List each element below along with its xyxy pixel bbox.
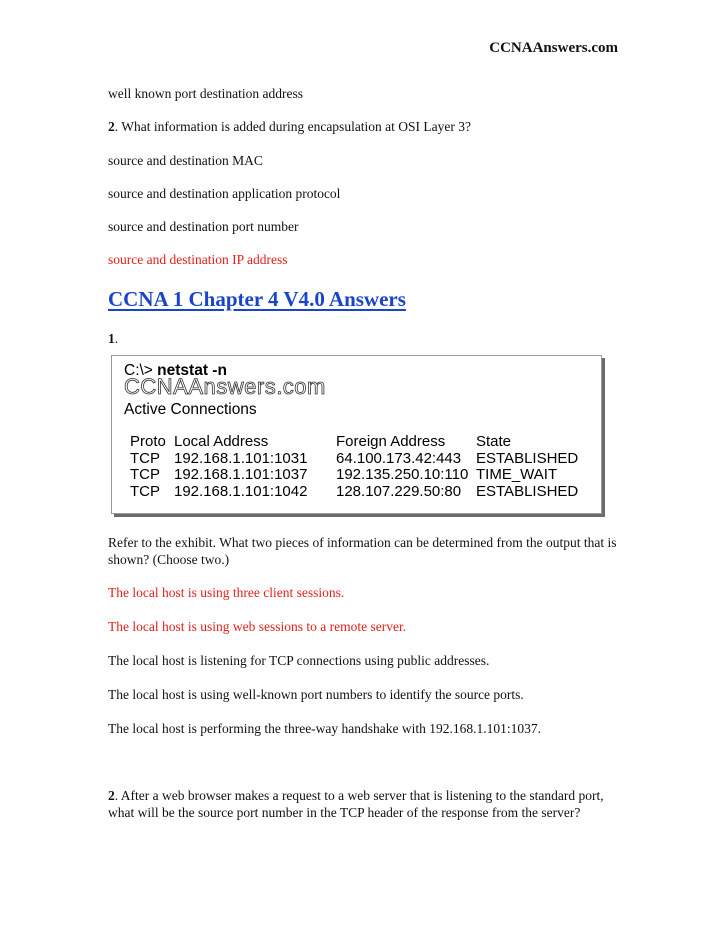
question-1-number [108,331,118,347]
option: The local host is listening for TCP connections using public addresses. [108,653,490,668]
prev-answer-tail: well known port destination address [108,86,303,101]
col-header-foreign: Foreign Address [336,433,446,450]
cell-proto: TCP [130,482,160,500]
exhibit-title: Active Connections [124,401,257,418]
cell-state: TIME_WAIT [476,466,558,483]
option-correct: The local host is using web sessions to a remote server. [108,619,407,634]
cell-foreign: 128.107.229.50:80 [336,482,462,500]
option: The local host is performing the three-way handshake with 192.168.1.101:1037. [108,721,542,736]
cell-foreign: 64.100.173.42:443 [336,449,462,467]
cell-proto: TCP [130,466,160,483]
question-number: 2 [108,119,115,134]
site-name: CCNAAnswers.com [489,40,618,56]
option: source and destination application protocol [108,186,341,201]
table-row [130,484,582,501]
cell-local: 192.168.1.101:1042 [174,482,308,500]
cell-foreign: 192.135.250.10:110 [336,466,469,483]
col-header-state: State [476,433,512,450]
question-2-prev [108,119,471,135]
option-correct: source and destination IP address [108,252,288,267]
exhibit-command: netstat -n [157,362,227,379]
exhibit-watermark: CCNAAnswers.com [124,374,326,399]
cell-state: ESTABLISHED [476,482,579,500]
table-row [130,451,582,468]
cell-state: ESTABLISHED [476,449,579,467]
question-text: . What information is added during encapsulation at OSI Layer 3? [114,119,472,134]
table-header-row [130,434,582,451]
netstat-exhibit [111,355,602,514]
question-suffix: . [114,331,119,346]
option: The local host is using well-known port numbers to identify the source ports. [108,687,524,702]
question-2 [108,787,628,821]
option: source and destination MAC [108,153,263,168]
cell-local: 192.168.1.101:1037 [174,466,308,483]
option-correct: The local host is using three client sessions. [108,585,345,600]
table-row [130,467,582,484]
col-header-proto: Proto [130,433,166,450]
col-header-local: Local Address [174,433,269,450]
question-number: 1 [108,331,115,346]
section-title[interactable]: CCNA 1 Chapter 4 V4.0 Answers [108,287,406,311]
cell-proto: TCP [130,449,160,467]
option: source and destination port number [108,219,299,234]
connections-table [130,434,582,500]
question-text: . After a web browser makes a request to a web server that is listening to the standard port, what will be the source port number in the TCP header of the response from the server? [108,788,604,820]
cell-local: 192.168.1.101:1031 [174,449,308,467]
question-1-text: Refer to the exhibit. What two pieces of information can be determined from the output that is shown? (Choose two.) [108,535,617,567]
exhibit-prompt: C:\> [124,362,158,379]
question-number: 2 [108,788,115,803]
